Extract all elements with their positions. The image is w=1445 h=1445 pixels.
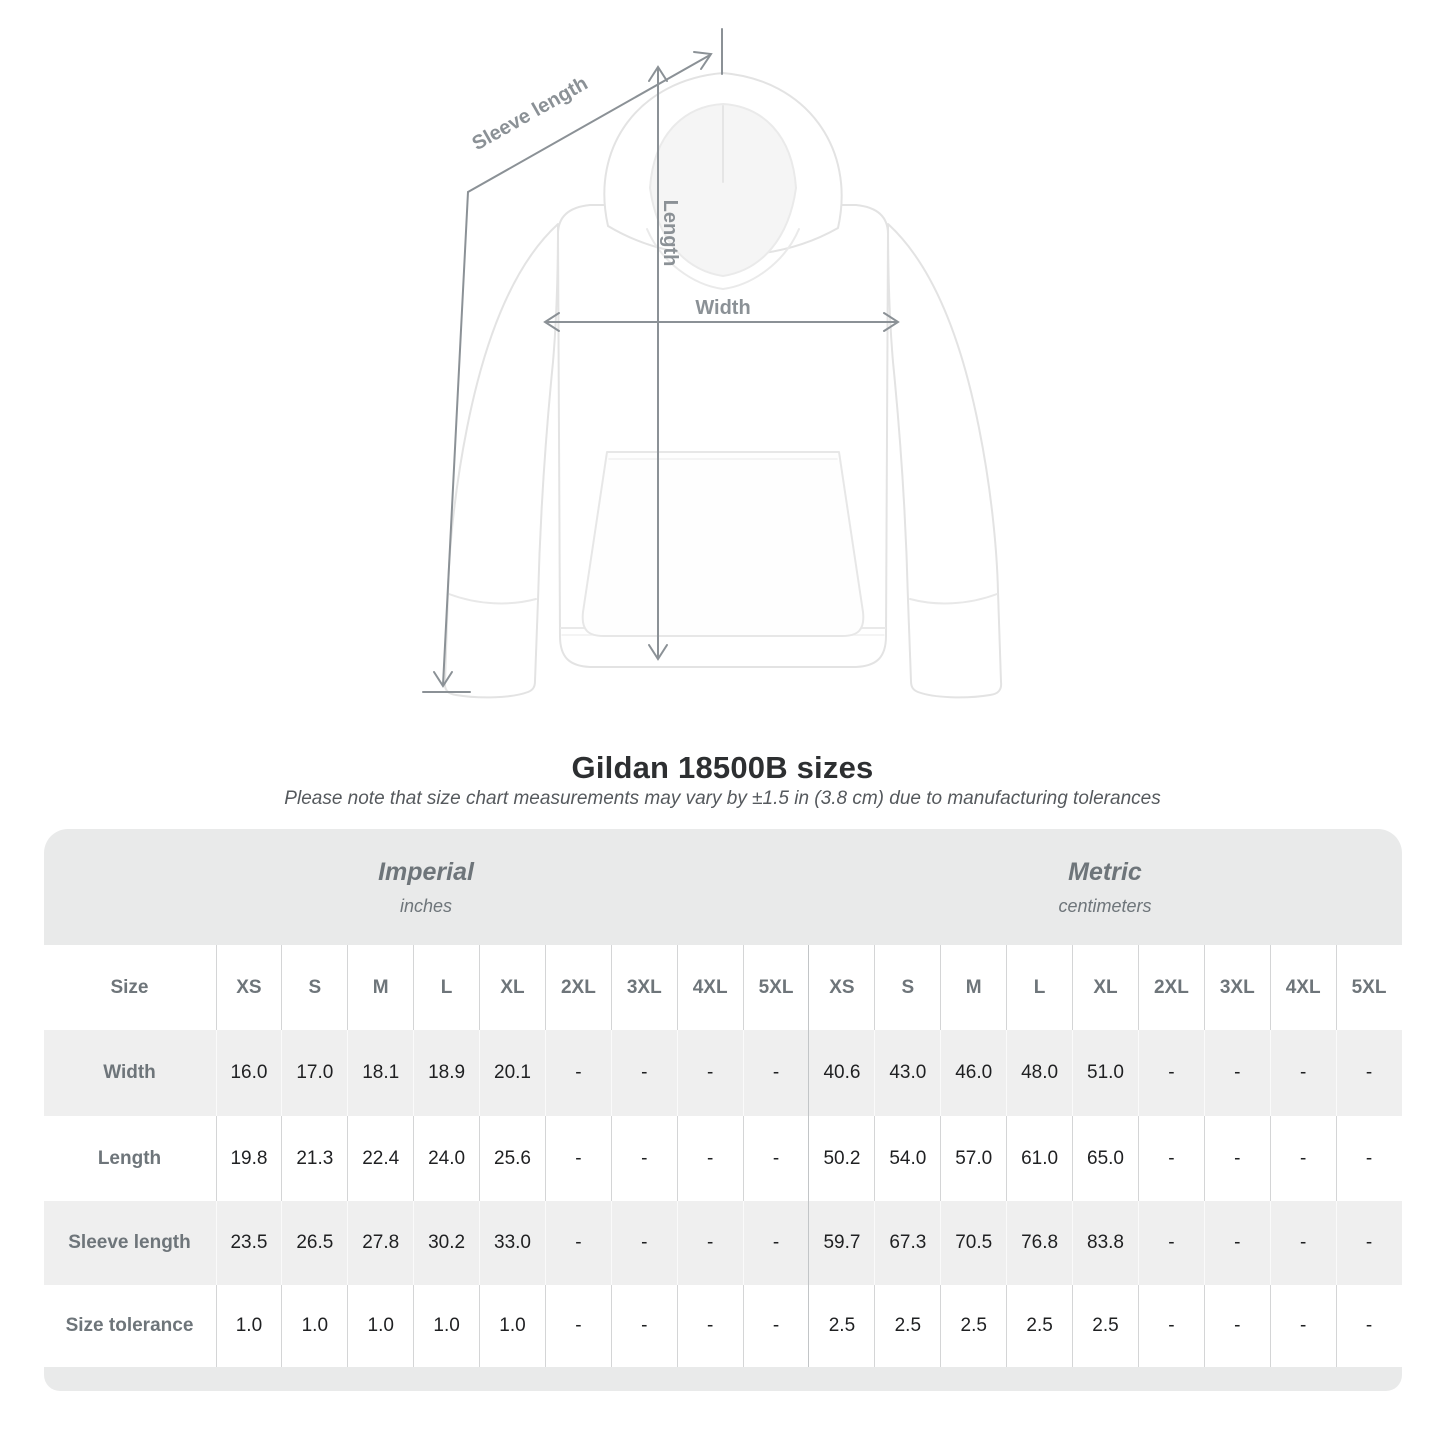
value-cell: - [1204, 1116, 1270, 1201]
value-cell: 83.8 [1072, 1201, 1138, 1285]
value-cell: 1.0 [216, 1285, 282, 1367]
row-label: Size tolerance [65, 1315, 194, 1336]
value-cell: - [1336, 1116, 1402, 1201]
value-cell: - [545, 1030, 611, 1116]
value-cell: - [1336, 1201, 1402, 1285]
size-col-header: 5XL [1336, 945, 1402, 1030]
table-row-sleeve-length [44, 1201, 1402, 1285]
value-cell: 57.0 [940, 1116, 1006, 1201]
value-cell: 54.0 [874, 1116, 940, 1201]
value-cell: 30.2 [413, 1201, 479, 1285]
value-cell: - [1336, 1285, 1402, 1367]
value-cell: - [1270, 1030, 1336, 1116]
value-cell: 46.0 [940, 1030, 1006, 1116]
imperial-unit: inches [399, 895, 453, 916]
value-cell: 48.0 [1006, 1030, 1072, 1116]
value-cell: - [743, 1201, 809, 1285]
table-row-size-tolerance [44, 1285, 1402, 1367]
value-cell: - [1270, 1116, 1336, 1201]
value-cell: - [611, 1285, 677, 1367]
metric-title: Metric [1068, 857, 1142, 886]
value-cell: 40.6 [808, 1030, 874, 1116]
page-subtitle: Please note that size chart measurements may vary by ±1.5 in (3.8 cm) due to manufacturing tolerances [284, 788, 1161, 809]
value-cell: 2.5 [1072, 1285, 1138, 1367]
imperial-title: Imperial [378, 857, 474, 886]
value-cell: 18.9 [413, 1030, 479, 1116]
value-cell: - [545, 1285, 611, 1367]
metric-unit: centimeters [1058, 895, 1152, 916]
size-col-header: XL [1072, 945, 1138, 1030]
value-cell: 1.0 [347, 1285, 413, 1367]
size-col-header: S [281, 945, 347, 1030]
value-cell: 24.0 [413, 1116, 479, 1201]
value-cell: - [545, 1116, 611, 1201]
size-col-header: M [940, 945, 1006, 1030]
row-label: Sleeve length [68, 1232, 191, 1253]
value-cell: 1.0 [479, 1285, 545, 1367]
value-cell: - [611, 1116, 677, 1201]
value-cell: - [677, 1201, 743, 1285]
kangaroo-pocket [583, 452, 864, 636]
value-cell: - [1270, 1285, 1336, 1367]
value-cell: 18.1 [347, 1030, 413, 1116]
table-row-length [44, 1116, 1402, 1201]
size-row-label: Size [110, 976, 149, 998]
size-col-header: 2XL [1138, 945, 1204, 1030]
value-cell: 16.0 [216, 1030, 282, 1116]
value-cell: 17.0 [281, 1030, 347, 1116]
table-row-width [44, 1030, 1402, 1116]
size-col-header: 5XL [743, 945, 809, 1030]
value-cell: - [545, 1201, 611, 1285]
size-col-header: S [874, 945, 940, 1030]
value-cell: 43.0 [874, 1030, 940, 1116]
value-cell: 59.7 [808, 1201, 874, 1285]
size-col-header: XS [216, 945, 282, 1030]
value-cell: - [743, 1285, 809, 1367]
row-label: Width [103, 1062, 156, 1083]
length-label: Length [659, 199, 681, 267]
size-col-header: 3XL [1204, 945, 1270, 1030]
size-col-header: XL [479, 945, 545, 1030]
value-cell: 1.0 [281, 1285, 347, 1367]
page-title: Gildan 18500B sizes [571, 750, 874, 785]
value-cell: 2.5 [1006, 1285, 1072, 1367]
value-cell: 76.8 [1006, 1201, 1072, 1285]
right-sleeve-shape [888, 224, 1001, 697]
value-cell: 33.0 [479, 1201, 545, 1285]
title-block [0, 751, 1445, 811]
value-cell: - [1138, 1201, 1204, 1285]
size-col-header: L [1006, 945, 1072, 1030]
value-cell: 2.5 [940, 1285, 1006, 1367]
value-cell: - [1138, 1285, 1204, 1367]
sleeve-arrowhead-top [694, 52, 711, 69]
value-cell: 2.5 [874, 1285, 940, 1367]
value-cell: - [1270, 1201, 1336, 1285]
value-cell: 70.5 [940, 1201, 1006, 1285]
value-cell: - [1204, 1030, 1270, 1116]
value-cell: - [611, 1030, 677, 1116]
value-cell: 61.0 [1006, 1116, 1072, 1201]
value-cell: 20.1 [479, 1030, 545, 1116]
size-table [44, 829, 1402, 1391]
row-label: Length [97, 1147, 162, 1169]
value-cell: 65.0 [1072, 1116, 1138, 1201]
metric-section-header [809, 829, 1402, 945]
value-cell: - [677, 1285, 743, 1367]
size-col-header: M [347, 945, 413, 1030]
size-col-header: L [413, 945, 479, 1030]
size-header-row [44, 945, 1402, 1030]
value-cell: - [677, 1116, 743, 1201]
value-cell: - [1204, 1201, 1270, 1285]
size-col-header: 4XL [677, 945, 743, 1030]
table-footer [44, 1367, 1402, 1391]
imperial-section-header [44, 829, 809, 945]
value-cell: 23.5 [216, 1201, 282, 1285]
value-cell: 25.6 [479, 1116, 545, 1201]
value-cell: 2.5 [808, 1285, 874, 1367]
size-col-header: 3XL [611, 945, 677, 1030]
hoodie-illustration [445, 73, 1001, 697]
size-col-header: 4XL [1270, 945, 1336, 1030]
value-cell: 1.0 [413, 1285, 479, 1367]
value-cell: - [611, 1201, 677, 1285]
value-cell: 67.3 [874, 1201, 940, 1285]
value-cell: - [1204, 1285, 1270, 1367]
table-header-band [44, 829, 1402, 945]
value-cell: 22.4 [347, 1116, 413, 1201]
width-label: Width [695, 297, 751, 319]
value-cell: 19.8 [216, 1116, 282, 1201]
value-cell: - [1138, 1116, 1204, 1201]
size-col-header: 2XL [545, 945, 611, 1030]
value-cell: - [1336, 1030, 1402, 1116]
value-cell: 26.5 [281, 1201, 347, 1285]
value-cell: 21.3 [281, 1116, 347, 1201]
size-col-header: XS [808, 945, 874, 1030]
value-cell: - [1138, 1030, 1204, 1116]
value-cell: - [743, 1116, 809, 1201]
value-cell: - [743, 1030, 809, 1116]
value-cell: 51.0 [1072, 1030, 1138, 1116]
value-cell: - [677, 1030, 743, 1116]
value-cell: 50.2 [808, 1116, 874, 1201]
value-cell: 27.8 [347, 1201, 413, 1285]
sleeve-length-label: Sleeve length [468, 72, 592, 156]
